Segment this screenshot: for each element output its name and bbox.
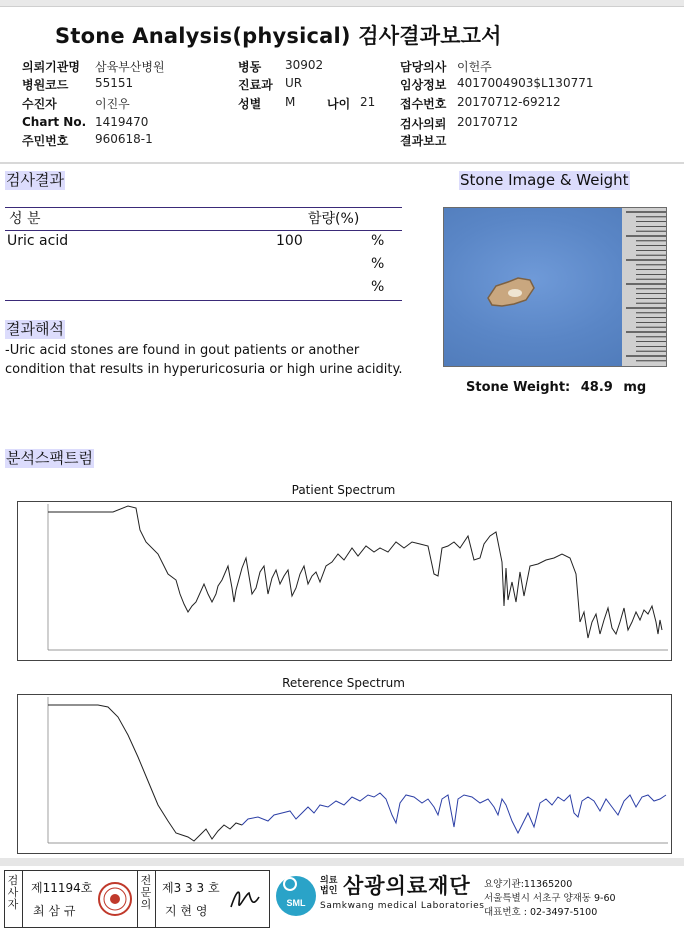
reference-spectrum-title: Reterence Spectrum xyxy=(282,676,405,690)
age-label: 나이 xyxy=(327,97,351,111)
chart-label: Chart No. xyxy=(22,115,87,129)
patient-value: 이진우 xyxy=(95,97,130,111)
request-value: 20170712 xyxy=(457,115,519,129)
spectrum-heading: 분석스팩트럼 xyxy=(6,449,93,467)
stone-weight xyxy=(466,380,646,395)
signature-divider-3 xyxy=(155,871,156,927)
patient-spectrum-chart xyxy=(17,501,672,661)
rrn-label: 주민번호 xyxy=(22,134,69,148)
stone-weight-label: Stone Weight: xyxy=(466,380,571,395)
patient-spectrum-line xyxy=(48,506,662,638)
header-divider xyxy=(0,162,684,164)
interpretation-line-2: condition that results in hyperuricosuria or high urine acidity. xyxy=(5,362,403,377)
doctor-value: 이헌주 xyxy=(457,60,492,74)
hospital-code-label: 병원코드 xyxy=(22,78,69,92)
receipt-label: 접수번호 xyxy=(400,97,447,111)
chart-value: 1419470 xyxy=(95,115,149,129)
clinical-label: 임상정보 xyxy=(400,78,447,92)
org-address: 서울특별시 서초구 양재동 9-60 xyxy=(484,893,616,904)
signature-divider-1 xyxy=(22,871,23,927)
clinical-value: 4017004903$L130771 xyxy=(457,76,594,90)
result-row-3-unit: % xyxy=(371,279,385,295)
sml-logo-text: SML xyxy=(286,898,306,908)
top-bar xyxy=(0,0,684,7)
stone-weight-unit: mg xyxy=(623,380,647,395)
org-code: 요양기관:11365200 xyxy=(484,879,573,890)
age-value: 21 xyxy=(360,95,376,109)
result-row-1-value: 100 xyxy=(276,233,303,249)
reference-spectrum-svg xyxy=(18,695,671,853)
results-rule-bottom xyxy=(5,300,402,301)
ward-value: 30902 xyxy=(285,58,324,72)
patient-label: 수진자 xyxy=(22,97,57,111)
ruler xyxy=(622,208,666,366)
results-heading: 검사결과 xyxy=(6,171,64,189)
result-row-1-unit: % xyxy=(371,233,385,249)
col-component: 성 분 xyxy=(9,211,41,227)
ruler-ticks xyxy=(622,208,666,366)
reference-spectrum-axis xyxy=(48,697,668,843)
doctor-label: 담당의사 xyxy=(400,60,447,74)
institution-label: 의뢰기관명 xyxy=(22,60,80,74)
results-rule-mid xyxy=(5,230,402,231)
specialist-signature xyxy=(227,883,265,915)
patient-spectrum-title: Patient Spectrum xyxy=(291,483,396,497)
inspector-no: 제11194호 xyxy=(31,881,93,895)
inspector-seal xyxy=(97,881,133,917)
sex-label: 성별 xyxy=(238,97,262,111)
result-label: 결과보고 xyxy=(400,134,447,148)
receipt-value: 20170712-69212 xyxy=(457,95,561,109)
inspector-label: 검사자 xyxy=(7,874,19,911)
stone-weight-value: 48.9 xyxy=(580,380,613,395)
result-row-1-name: Uric acid xyxy=(7,233,69,249)
footer-divider xyxy=(0,858,684,866)
hospital-code-value: 55151 xyxy=(95,76,134,90)
org-phone: 대표번호 : 02-3497-5100 xyxy=(484,907,598,918)
org-english: Samkwang medical Laboratories xyxy=(320,901,485,911)
reference-spectrum-line-black xyxy=(48,705,242,841)
specialist-label: 전문의 xyxy=(140,874,152,911)
interpretation-heading: 결과해석 xyxy=(6,320,64,338)
result-row-2-unit: % xyxy=(371,256,385,272)
org-prefix-bottom: 법인 xyxy=(320,886,338,896)
inspector-name: 최 삼 규 xyxy=(33,904,76,918)
stone-highlight xyxy=(508,289,522,297)
rrn-value: 960618-1 xyxy=(95,132,153,146)
dept-label: 진료과 xyxy=(238,78,273,92)
request-label: 검사의뢰 xyxy=(400,117,447,131)
col-amount: 함량(%) xyxy=(308,211,360,227)
institution-value: 삼육부산병원 xyxy=(95,60,165,74)
patient-spectrum-svg xyxy=(18,502,671,660)
signature-box xyxy=(4,870,270,928)
report-title: Stone Analysis(physical) 검사결과보고서 xyxy=(55,24,502,48)
ward-label: 병동 xyxy=(238,60,262,74)
specialist-no: 제3 3 3 호 xyxy=(162,881,220,895)
reference-spectrum-chart xyxy=(17,694,672,854)
interpretation-line-1: -Uric acid stones are found in gout patients or another xyxy=(5,343,360,358)
sex-value: M xyxy=(285,95,296,109)
org-prefix xyxy=(320,876,337,896)
org-prefix-top: 의료 xyxy=(320,876,338,886)
reference-spectrum-line-blue xyxy=(242,793,666,833)
sml-logo-icon xyxy=(272,872,320,920)
signature-divider-2 xyxy=(137,871,138,927)
specialist-name: 지 현 영 xyxy=(165,904,208,918)
stone-photo xyxy=(443,207,667,367)
stone-heading: Stone Image & Weight xyxy=(460,171,629,189)
org-name: 삼광의료재단 xyxy=(343,874,471,898)
patient-spectrum-axis xyxy=(48,504,668,650)
dept-value: UR xyxy=(285,76,303,90)
